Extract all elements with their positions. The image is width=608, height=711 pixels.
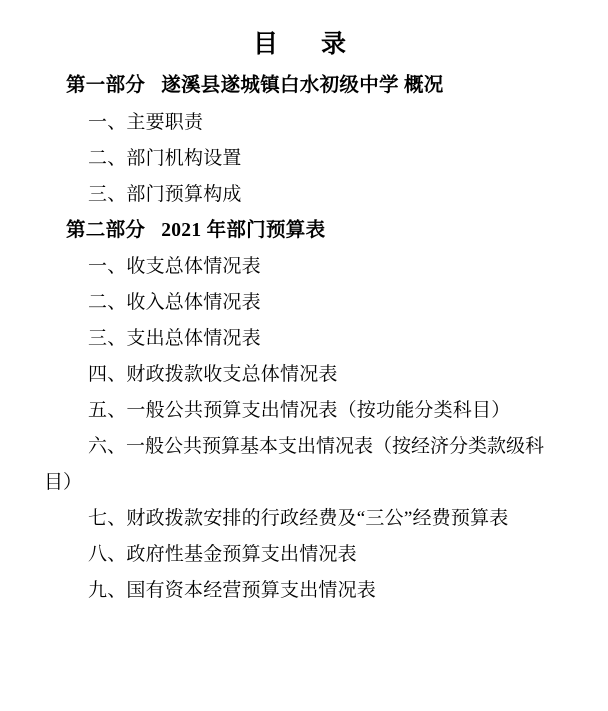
toc-part-heading[interactable]	[22, 221, 586, 241]
toc-item[interactable]: 九、国有资本经营预算支出情况表	[88, 580, 377, 601]
toc-part-prefix: 第二部分	[66, 219, 146, 241]
toc-item[interactable]: 三、部门预算构成	[88, 183, 242, 205]
toc-item-line-2: 目）	[44, 472, 83, 493]
toc-item[interactable]: 四、财政拨款收支总体情况表	[88, 364, 338, 385]
page-title: 目 录	[252, 31, 355, 58]
table-of-contents	[22, 76, 586, 600]
toc-item[interactable]: 一、收支总体情况表	[88, 256, 261, 277]
toc-item[interactable]: 一、主要职责	[88, 111, 204, 133]
toc-item[interactable]: 三、支出总体情况表	[88, 328, 261, 349]
document-page	[0, 24, 608, 711]
toc-item[interactable]	[22, 437, 586, 492]
toc-part-heading[interactable]	[22, 76, 586, 96]
toc-item[interactable]: 二、收入总体情况表	[88, 292, 261, 313]
toc-item-line-1: 六、一般公共预算基本支出情况表（按经济分类款级科	[88, 436, 545, 457]
toc-item[interactable]: 八、政府性基金预算支出情况表	[88, 544, 357, 565]
toc-item[interactable]: 二、部门机构设置	[88, 147, 242, 169]
toc-item[interactable]: 五、一般公共预算支出情况表（按功能分类科目）	[88, 400, 511, 421]
toc-item[interactable]: 七、财政拨款安排的行政经费及“三公”经费预算表	[88, 508, 509, 529]
toc-part-label: 遂溪县遂城镇白水初级中学 概况	[161, 75, 444, 96]
toc-part-prefix: 第一部分	[66, 75, 146, 96]
toc-part-label: 2021 年部门预算表	[161, 219, 326, 241]
